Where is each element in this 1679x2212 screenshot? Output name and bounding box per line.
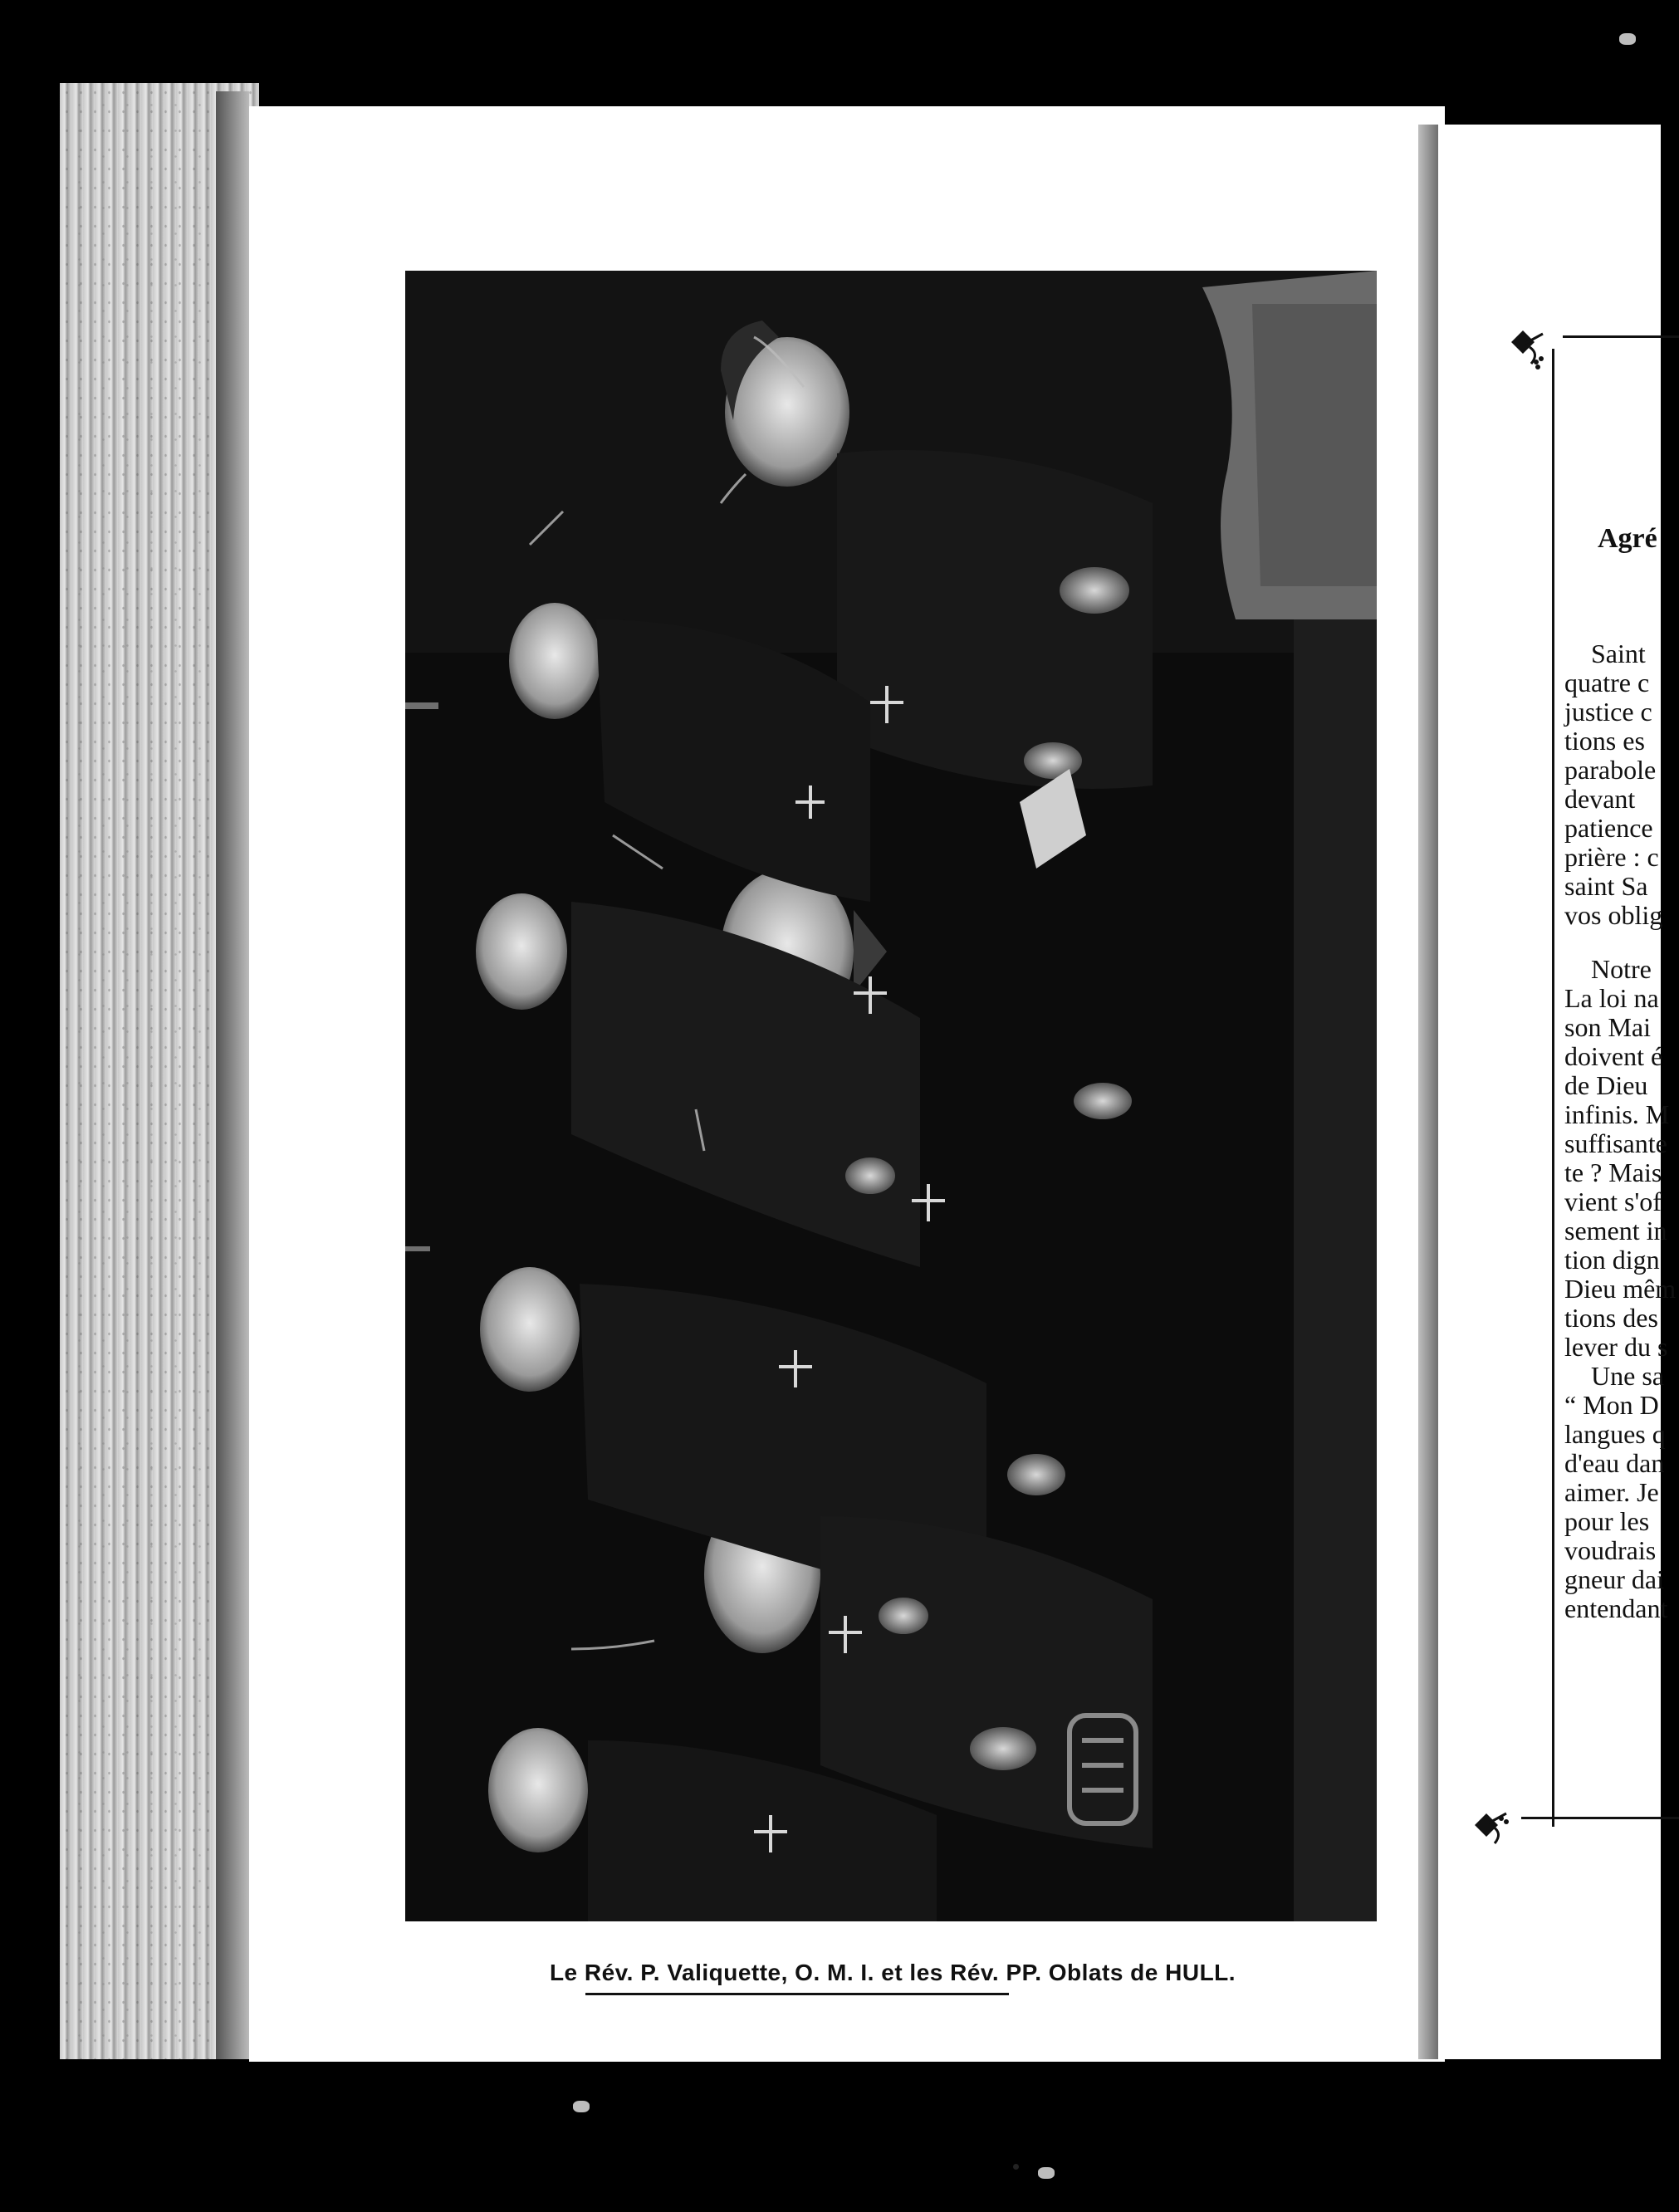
person-2 (509, 603, 600, 719)
person-3 (476, 893, 567, 1010)
text-line: entendant (1564, 1593, 1668, 1623)
text-line: prière : c (1564, 842, 1659, 872)
text-line: voudrais (1564, 1535, 1657, 1565)
frame-bottom-rule (1521, 1817, 1679, 1819)
text-line: Notre (1591, 954, 1652, 984)
page-edge-shadow (216, 91, 249, 2059)
text-line: te ? Mais (1564, 1157, 1662, 1187)
text-line: saint Sa (1564, 871, 1648, 901)
text-line: lever du s (1564, 1332, 1668, 1362)
face-7 (488, 1728, 588, 1852)
text-line: tion dign (1564, 1245, 1660, 1275)
group-photo-image (405, 271, 1377, 1921)
scan-speck (573, 2101, 590, 2112)
text-line: de Dieu (1564, 1070, 1648, 1100)
text-line: vient s'of (1564, 1187, 1662, 1216)
face-2 (509, 603, 600, 719)
book-gutter (1418, 125, 1438, 2059)
section-heading: Agré (1598, 523, 1657, 554)
text-line: Dieu mêm (1564, 1274, 1677, 1304)
frame-top-rule (1563, 335, 1679, 338)
face-5 (480, 1267, 580, 1392)
text-line: suffisante (1564, 1128, 1667, 1158)
text-line: patience (1564, 813, 1653, 843)
vine-ornament-icon (1470, 1803, 1516, 1850)
right-page (1438, 125, 1677, 2059)
text-line: doivent é (1564, 1041, 1663, 1071)
paragraph-2 (1564, 955, 1676, 1623)
caption-underline (585, 1993, 1009, 1995)
paragraph-1 (1564, 639, 1662, 930)
person-5 (480, 1267, 580, 1392)
frame-left-rule (1552, 349, 1554, 1827)
text-line: infinis. M (1564, 1099, 1670, 1129)
text-line: justice c (1564, 697, 1652, 727)
page-dot (1013, 2164, 1019, 2170)
text-line: La loi na (1564, 983, 1659, 1013)
text-line: tions es (1564, 726, 1645, 756)
text-line: tions des (1564, 1303, 1658, 1333)
text-line: sement in (1564, 1216, 1667, 1245)
person-7 (488, 1728, 588, 1852)
text-line: d'eau dan (1564, 1448, 1665, 1478)
text-line: “ Mon D (1564, 1390, 1659, 1420)
scan-speck (1038, 2167, 1055, 2179)
text-line: aimer. Je (1564, 1477, 1659, 1507)
text-line: son Mai (1564, 1012, 1651, 1042)
group-photograph (405, 271, 1377, 1921)
scan-speck (1619, 33, 1636, 45)
floor-band (1294, 619, 1377, 1921)
text-line: vos oblig (1564, 900, 1663, 930)
text-line: pour les (1564, 1506, 1650, 1536)
text-line: Une sa (1591, 1361, 1664, 1391)
text-line: langues q (1564, 1419, 1666, 1449)
text-line: gneur dai (1564, 1564, 1664, 1594)
text-line: quatre c (1564, 668, 1650, 697)
left-page (249, 106, 1445, 2062)
photo-caption: Le Rév. P. Valiquette, O. M. I. et les Rév. PP. Oblats de HULL. (549, 1960, 1236, 1985)
vine-ornament-icon (1506, 325, 1553, 372)
text-line: parabole (1564, 755, 1657, 785)
text-line: Saint (1591, 639, 1646, 668)
text-line: devant (1564, 784, 1636, 814)
face-3 (476, 893, 567, 1010)
